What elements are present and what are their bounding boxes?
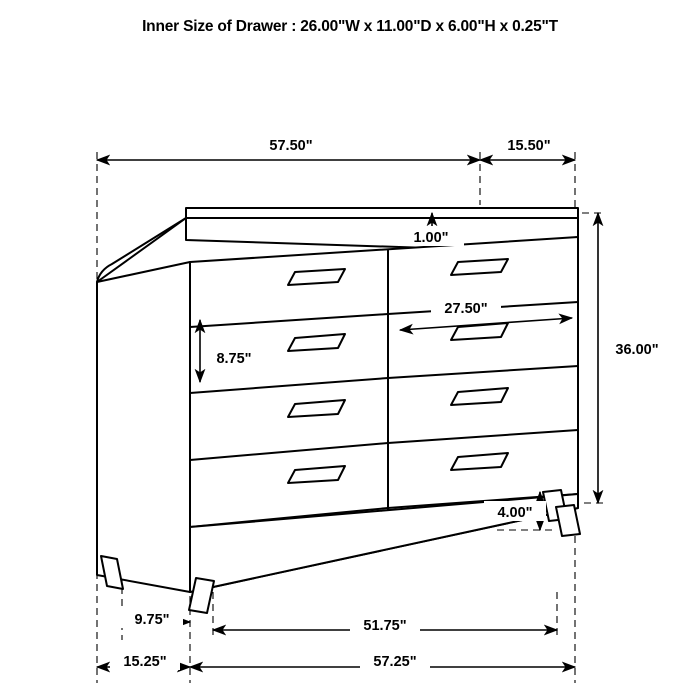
label-leg-height: 4.00" <box>497 505 533 521</box>
label-top-lip: 1.00" <box>413 230 449 246</box>
drawer-pull-left-1[interactable] <box>288 269 345 285</box>
label-base-total-width: 57.25" <box>373 654 417 670</box>
left-side-panel <box>97 262 190 592</box>
label-drawer-height: 8.75" <box>216 351 252 367</box>
label-side-depth: 9.75" <box>134 612 170 628</box>
dresser-body <box>97 208 580 613</box>
page-title: Inner Size of Drawer : 26.00"W x 11.00"D x 6.00"H x 0.25"T <box>142 18 558 35</box>
label-base-front-width: 51.75" <box>363 618 407 634</box>
label-top-width: 57.50" <box>269 138 313 154</box>
label-overall-height: 36.00" <box>615 342 659 358</box>
drawer-pull-right-1[interactable] <box>451 259 508 275</box>
label-top-depth: 15.50" <box>507 138 551 154</box>
label-drawer-width: 27.50" <box>444 301 488 317</box>
leg-front-right <box>556 505 580 536</box>
dresser-top-back-lip <box>186 208 578 218</box>
label-base-depth: 15.25" <box>123 654 167 670</box>
